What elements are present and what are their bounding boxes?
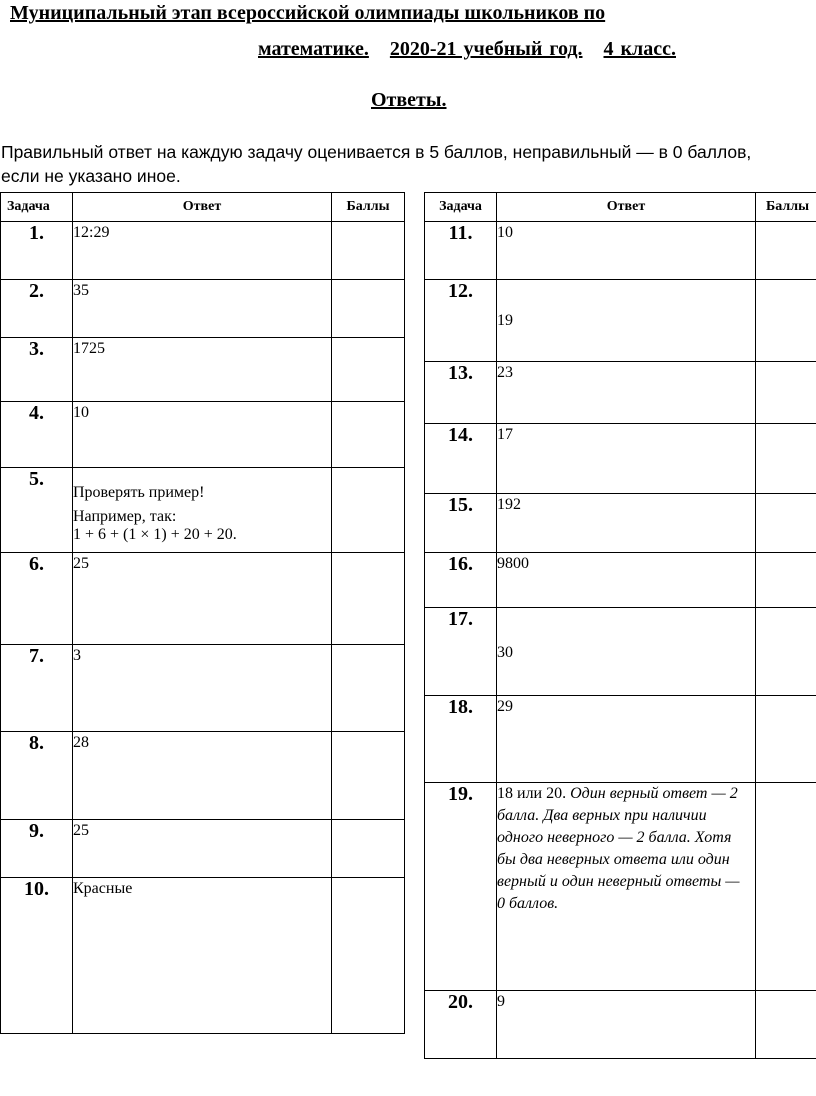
table-row (1, 732, 405, 820)
score-cell[interactable] (332, 732, 405, 820)
task-number: 17. (425, 608, 497, 696)
score-cell[interactable] (756, 222, 816, 280)
title-grade: 4 класс. (603, 38, 676, 60)
answer-cell: 192 (497, 494, 756, 553)
table-row (425, 222, 816, 280)
task-number: 3. (1, 338, 73, 402)
column-score: Баллы (756, 193, 816, 222)
answers-heading: Ответы. (371, 89, 447, 111)
score-cell[interactable] (332, 645, 405, 732)
title-line-2 (258, 38, 676, 61)
task-number: 2. (1, 280, 73, 338)
answer-cell (497, 783, 756, 991)
score-cell[interactable] (756, 362, 816, 424)
score-cell[interactable] (756, 991, 816, 1059)
answer-cell: 23 (497, 362, 756, 424)
title-year: 2020-21 учебный год. (389, 38, 583, 60)
task-number: 1. (1, 222, 73, 280)
score-cell[interactable] (756, 696, 816, 783)
answer-cell: 19 (497, 280, 756, 362)
score-cell[interactable] (756, 553, 816, 608)
answer-cell: 25 (73, 820, 332, 878)
task-number: 14. (425, 424, 497, 494)
task-number: 10. (1, 878, 73, 1034)
score-cell[interactable] (332, 402, 405, 468)
task-number: 7. (1, 645, 73, 732)
task-number: 15. (425, 494, 497, 553)
task-number: 5. (1, 468, 73, 553)
answers-table-left (0, 192, 405, 1034)
answer-cell: 9800 (497, 553, 756, 608)
table-row (1, 280, 405, 338)
score-cell[interactable] (332, 280, 405, 338)
score-cell[interactable] (332, 338, 405, 402)
intro-line-1: Правильный ответ на каждую задачу оценивается в 5 баллов, неправильный — в 0 баллов, (1, 142, 752, 162)
table-row (1, 553, 405, 645)
intro-line-2: если не указано иное. (1, 166, 181, 186)
task-number: 4. (1, 402, 73, 468)
task-number: 19. (425, 783, 497, 991)
score-cell[interactable] (756, 608, 816, 696)
score-cell[interactable] (756, 280, 816, 362)
table-row (1, 468, 405, 553)
task-number: 8. (1, 732, 73, 820)
answer-scoring-note: Один верный ответ — 2 балла. Два верных при наличии одного неверного — 2 балла. Хотя бы два неверных ответа или один верный и один неверный ответы — 0 баллов. (497, 785, 740, 912)
task-number: 9. (1, 820, 73, 878)
task-number: 18. (425, 696, 497, 783)
table-header-row (425, 193, 816, 222)
table-row (1, 222, 405, 280)
table-row (1, 820, 405, 878)
answer-line: Проверять пример! (73, 484, 205, 501)
answer-cell: 30 (497, 608, 756, 696)
title-line-1: Муниципальный этап всероссийской олимпиады школьников по (10, 2, 606, 24)
answer-cell: 28 (73, 732, 332, 820)
answer-cell (73, 468, 332, 553)
answer-cell: 9 (497, 991, 756, 1059)
table-row (425, 783, 816, 991)
table-row (1, 338, 405, 402)
answer-line: Например, так: (73, 508, 177, 525)
score-cell[interactable] (332, 468, 405, 553)
task-number: 16. (425, 553, 497, 608)
answers-table-right (424, 192, 816, 1059)
score-cell[interactable] (332, 878, 405, 1034)
task-number: 6. (1, 553, 73, 645)
task-number: 20. (425, 991, 497, 1059)
table-row (1, 645, 405, 732)
score-cell[interactable] (332, 553, 405, 645)
column-answer: Ответ (497, 193, 756, 222)
table-row (425, 696, 816, 783)
table-header-row (1, 193, 405, 222)
column-answer: Ответ (73, 193, 332, 222)
answer-cell: 17 (497, 424, 756, 494)
answer-line: 1 + 6 + (1 × 1) + 20 + 20. (73, 526, 237, 543)
table-row (1, 402, 405, 468)
answer-cell: 10 (73, 402, 332, 468)
title-subject: математике. (258, 38, 369, 60)
column-score: Баллы (332, 193, 405, 222)
table-row (425, 280, 816, 362)
scoring-intro (1, 140, 751, 188)
column-task: Задача (425, 193, 497, 222)
table-row (425, 424, 816, 494)
answer-cell: 1725 (73, 338, 332, 402)
table-row (425, 553, 816, 608)
table-row (1, 878, 405, 1034)
table-row (425, 362, 816, 424)
table-row (425, 494, 816, 553)
score-cell[interactable] (756, 424, 816, 494)
table-row (425, 991, 816, 1059)
answer-text: 18 или 20. (497, 785, 567, 802)
task-number: 12. (425, 280, 497, 362)
answer-cell: 29 (497, 696, 756, 783)
score-cell[interactable] (332, 222, 405, 280)
answer-cell: 10 (497, 222, 756, 280)
task-number: 11. (425, 222, 497, 280)
table-row (425, 608, 816, 696)
score-cell[interactable] (332, 820, 405, 878)
column-task: Задача (1, 193, 73, 222)
score-cell[interactable] (756, 783, 816, 991)
score-cell[interactable] (756, 494, 816, 553)
task-number: 13. (425, 362, 497, 424)
answer-cell: 25 (73, 553, 332, 645)
answer-cell: 12:29 (73, 222, 332, 280)
answer-cell: 3 (73, 645, 332, 732)
answer-cell: Красные (73, 878, 332, 1034)
answer-cell: 35 (73, 280, 332, 338)
